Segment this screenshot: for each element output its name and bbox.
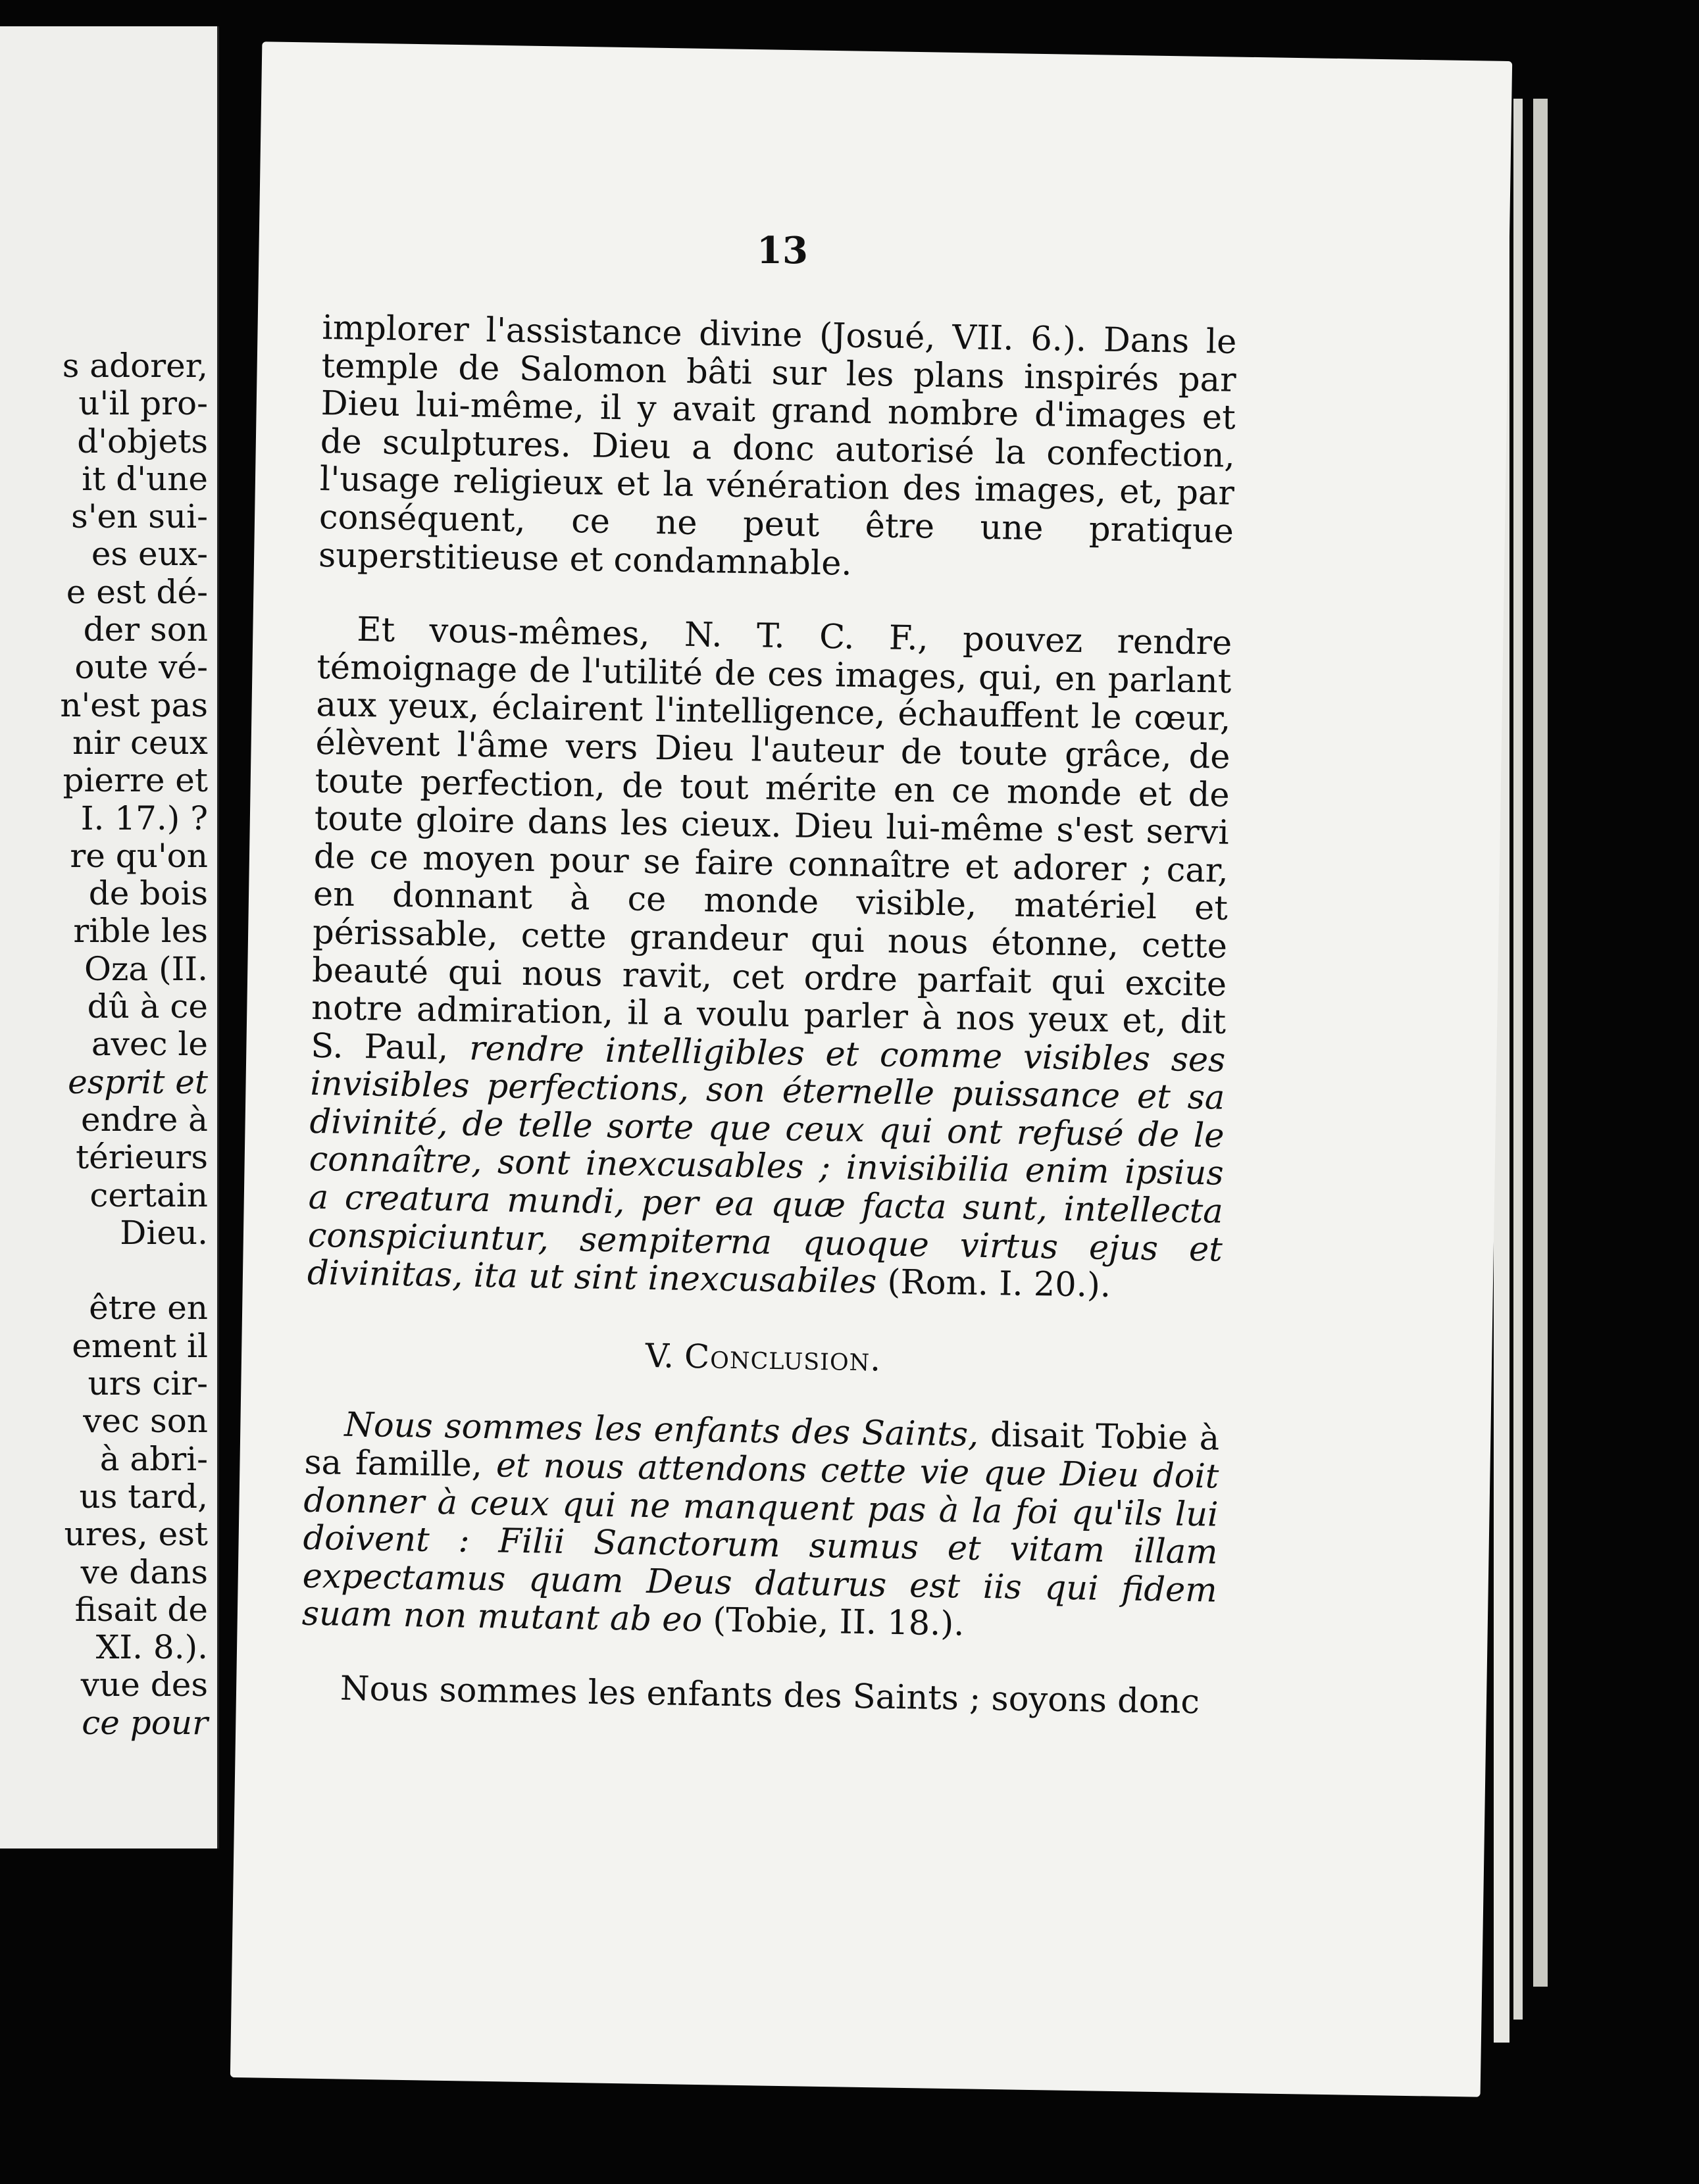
left-page-line: vec son: [83, 1402, 208, 1441]
left-page-line: avec le: [91, 1025, 208, 1064]
left-page-line: ce pour: [82, 1703, 208, 1742]
left-page-line: ures, est: [64, 1515, 208, 1554]
page-edge: [1533, 99, 1548, 1987]
left-page-line: endre à: [81, 1100, 208, 1139]
facing-left-page: [0, 26, 219, 1849]
section-number: V.: [645, 1336, 674, 1376]
left-page-line: rible les: [73, 912, 208, 951]
paragraph-2-quote: rendre intelligibles et comme visibles ses invisibles perfections, son éternelle puissance et sa divinité, de telle sorte que ceux qui ont refusé de le connaître, sont inexcusables ; invisibilia enim ipsius a creatura mundi, per ea quæ facta sunt, intellecta conspiciuntur, sempiterna quoque virtus ejus et divinitas, ita ut sint inexcusabiles: [307, 1029, 1226, 1302]
page-body: [301, 309, 1237, 1722]
left-page-line: Oza (II.: [84, 949, 208, 988]
left-page-line: nir ceux: [72, 723, 208, 762]
paragraph-2-citation: (Rom. I. 20.).: [876, 1262, 1111, 1306]
left-page-line: it d'une: [82, 459, 208, 498]
left-page-line: dû à ce: [87, 987, 208, 1026]
left-page-line: vue des: [80, 1666, 208, 1704]
page-number: 13: [757, 229, 808, 272]
left-page-line: I. 17.) ?: [80, 799, 208, 837]
left-page-line: XI. 8.).: [95, 1628, 208, 1667]
left-page-line: e est dé-: [66, 572, 208, 611]
section-title: Conclusion.: [684, 1337, 882, 1379]
left-page-line: fisait de: [74, 1590, 208, 1629]
left-page-line: n'est pas: [60, 685, 208, 724]
left-page-line: certain: [89, 1176, 208, 1214]
left-page-line: u'il pro-: [78, 384, 208, 423]
section-heading: [306, 1332, 1221, 1384]
paragraph-1: implorer l'assistance divine (Josué, VII. 6.). Dans le temple de Salomon bâti sur les plans inspirés par Dieu lui-même, il y avait grand nombre d'images et de sculptures. Dieu a donc autorisé la confection, l'usage religieux et la vénération des images, et, par conséquent, ce ne peut être une pratique superstitieuse et condamnable.: [318, 309, 1237, 583]
left-page-line: urs cir-: [88, 1364, 208, 1403]
left-page-line: à abri-: [99, 1439, 208, 1478]
left-page-line: [60, 1252, 208, 1289]
left-page-line: re qu'on: [70, 836, 208, 875]
left-page-line: être en: [89, 1289, 208, 1328]
left-page-text: [60, 347, 208, 1742]
left-page-line: ement il: [72, 1326, 208, 1365]
paragraph-2: [307, 610, 1232, 1306]
left-page-line: der son: [83, 610, 208, 649]
paragraph-3-text: disait Tobie à sa famille,: [303, 1416, 1220, 1485]
left-page-line: s'en sui-: [71, 497, 208, 536]
left-page-line: d'objets: [77, 422, 208, 460]
paragraph-3-citation: (Tobie, II. 18.).: [701, 1601, 965, 1644]
paragraph-4: Nous sommes les enfants des Saints ; soyons donc: [340, 1669, 1200, 1722]
left-page-line: ve dans: [80, 1552, 208, 1591]
paragraph-3-quote-1: Nous sommes les enfants des Saints,: [343, 1406, 979, 1455]
page-edge: [1513, 99, 1523, 2020]
left-page-line: oute vé-: [74, 648, 208, 687]
left-page-line: us tard,: [79, 1477, 208, 1516]
left-page-line: Dieu.: [120, 1213, 208, 1252]
paragraph-3: [301, 1406, 1219, 1647]
left-page-line: de bois: [88, 874, 208, 913]
left-page-line: térieurs: [76, 1138, 208, 1177]
left-page-line: esprit et: [68, 1062, 208, 1101]
left-page-line: pierre et: [63, 761, 208, 800]
paragraph-3-quote-2: et nous attendons cette vie que Dieu doit donner à ceux qui ne manquent pas à la foi qu'ils lui doivent : Filii Sanctorum sumus et vitam illam expectamus quam Deus daturus est iis qui fidem suam non mutant ab eo: [301, 1446, 1219, 1640]
paragraph-2-text: Et vous-mêmes, N. T. C. F., pouvez rendre témoignage de l'utilité de ces images, qui, en parlant aux yeux, éclairent l'intelligence, échauffent le cœur, élèvent l'âme vers Dieu l'auteur de toute grâce, de toute perfection, de tout mérite en ce monde et de toute gloire dans les cieux. Dieu lui-même s'est servi de ce moyen pour se faire connaître et adorer ; car, en donnant à ce monde visible, matériel et périssable, cette grandeur qui nous étonne, cette beauté qui nous ravit, cet ordre parfait qui excite notre admiration, il a voulu parler à nos yeux et, dit S. Paul,: [310, 610, 1232, 1068]
left-page-line: s adorer,: [62, 347, 208, 385]
left-page-line: es eux-: [91, 535, 208, 574]
